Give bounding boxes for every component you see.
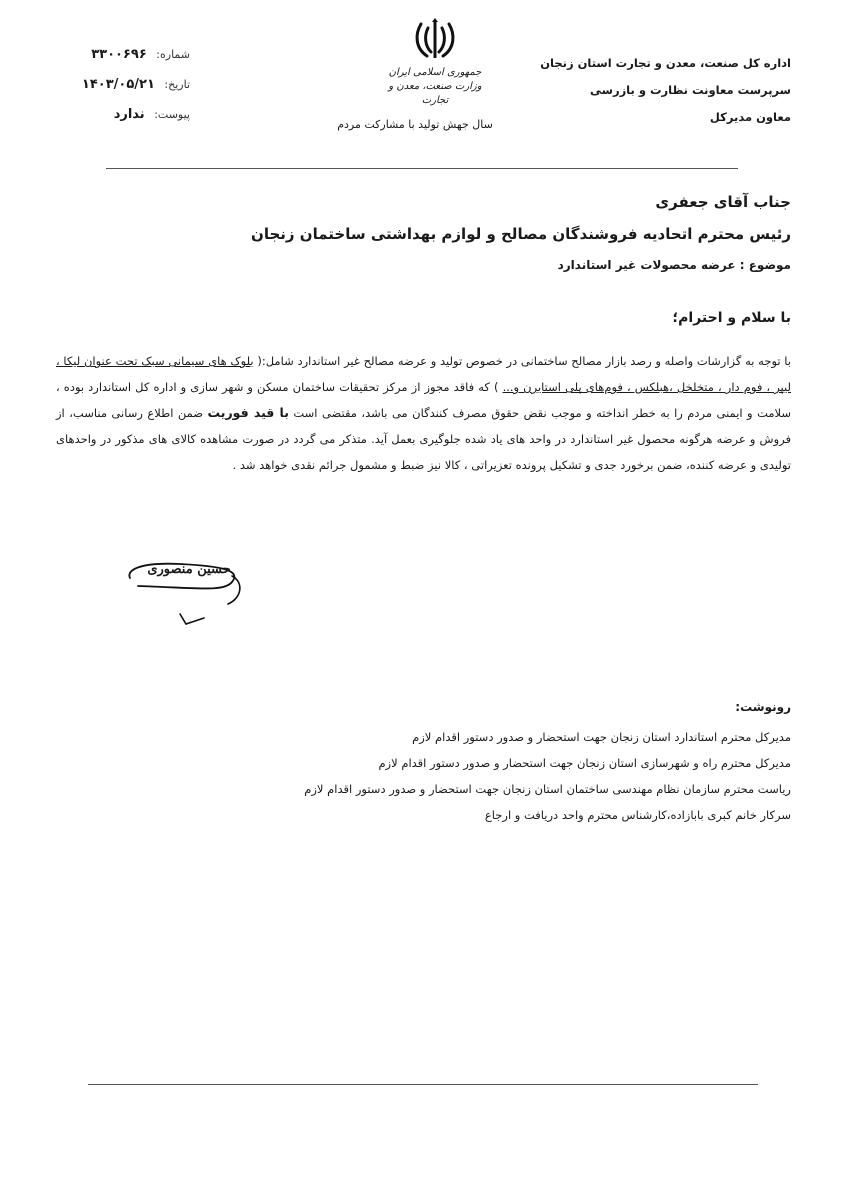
header-divider xyxy=(106,168,738,169)
emblem-script-line-2: وزارت صنعت، معدن و تجارت xyxy=(388,81,482,106)
cc-item: سرکار خانم کبری بابازاده،کارشناس محترم واحد دریافت و ارجاع xyxy=(484,808,791,822)
addressee-name: جناب آقای جعفری xyxy=(655,193,791,211)
cc-item: مدیرکل محترم استاندارد استان زنجان جهت استحضار و صدور دستور اقدام لازم xyxy=(412,730,791,744)
body-intro: با توجه به گزارشات واصله و رصد بازار مصالح ساختمانی در خصوص تولید و عرضه مصالح غیر استاندارد شامل:( xyxy=(257,354,792,368)
org-line-ministry-office: اداره کل صنعت، معدن و تجارت استان زنجان xyxy=(540,56,791,70)
letter-body xyxy=(56,348,791,478)
cc-title: رونوشت: xyxy=(735,700,791,714)
year-motto: سال جهش تولید با مشارکت مردم xyxy=(337,118,493,131)
body-middle: ) که فاقد مجوز از مرکز تحقیقات ساختمان مسکن و شهر سازی و اداره کل استاندارد بوده ، سلامت و ایمنی مردم را به خطر انداخته و موجب نقض حقوق مصرف کنندگان می باشد، مقتضی است xyxy=(56,380,792,420)
letter-greeting: با سلام و احترام؛ xyxy=(672,310,791,326)
letter-attachment-row xyxy=(60,100,190,130)
cc-item: ریاست محترم سازمان نظام مهندسی ساختمان استان زنجان جهت استحضار و صدور دستور اقدام لازم xyxy=(304,782,791,796)
iran-emblem xyxy=(380,18,490,128)
addressee-title: رئیس محترم اتحادیه فروشندگان مصالح و لوازم بهداشتی ساختمان زنجان xyxy=(251,225,791,243)
cc-list xyxy=(191,724,791,828)
org-line-deputy: سرپرست معاونت نظارت و بازرسی xyxy=(590,83,791,97)
body-products-list: بلوک های سیمانی سبک تحت عنوان لیکا ، لیپر ، فوم دار ، متخلخل ،هبلکس ، فوم‌های پلی استایرن و... xyxy=(56,354,791,394)
body-conclusion: ضمن اطلاع رسانی مناسب، از فروش و عرضه هرگونه محصول غیر استاندارد در واحد های یاد شده جلوگیری بعمل آید. متذکر می گردد در صورت مشاهده کالای های مذکور در واحدهای تولیدی و عرضه کننده، ضمن برخورد جدی و تشکیل پرونده تعزیراتی ، کالا نیز ضبط و مشمول جرائم نقدی خواهد شد . xyxy=(56,406,791,472)
emblem-icon xyxy=(413,18,457,62)
emblem-script xyxy=(380,66,490,108)
letter-number-value: ۳۳۰۰۶۹۶ xyxy=(91,47,147,62)
cc-item: مدیرکل محترم راه و شهرسازی استان زنجان جهت استحضار و صدور دستور اقدام لازم xyxy=(378,756,791,770)
addressee xyxy=(191,186,791,250)
letter-subject: موضوع : عرضه محصولات غیر استاندارد xyxy=(557,258,791,272)
organization-header xyxy=(531,50,791,131)
letter-number-label: شماره: xyxy=(156,48,190,61)
body-emphasis: با قید فوریت xyxy=(207,405,289,420)
org-line-assistant: معاون مدیرکل xyxy=(709,110,791,124)
emblem-script-line-1: جمهوری اسلامی ایران xyxy=(388,67,482,78)
letter-number-row xyxy=(60,40,190,70)
letter-meta xyxy=(60,40,190,130)
footer-divider xyxy=(88,1084,758,1085)
letter-date-value: ۱۴۰۳/۰۵/۲۱ xyxy=(81,77,155,92)
letter-attachment-value: ندارد xyxy=(113,107,145,122)
letter-date-label: تاریخ: xyxy=(164,78,190,91)
signature xyxy=(120,552,250,632)
letter-date-row xyxy=(60,70,190,100)
letter-attachment-label: پیوست: xyxy=(154,108,190,121)
signature-name: حسین منصوری xyxy=(147,562,231,577)
